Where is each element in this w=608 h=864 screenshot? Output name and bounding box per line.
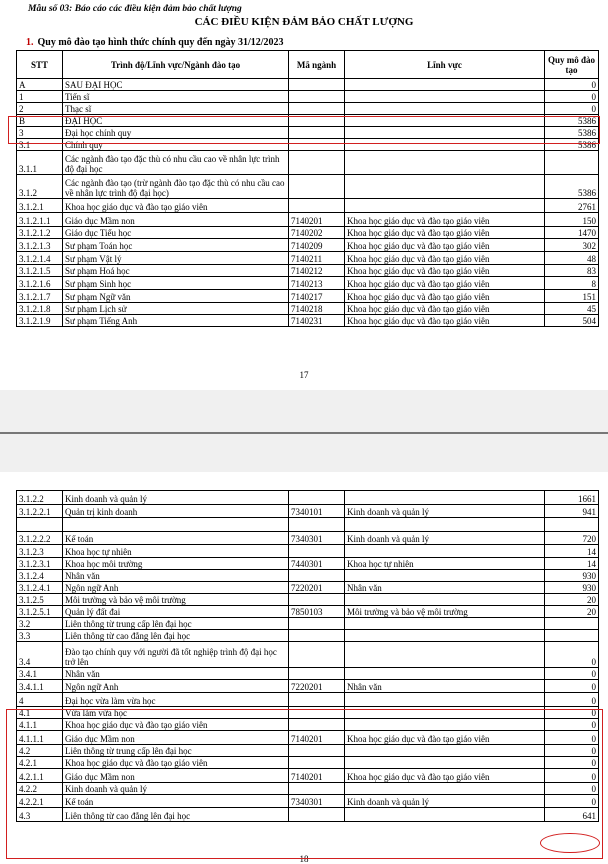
cell-field: Khoa học giáo dục và đào tạo giáo viên [345,213,545,227]
cell-value: 45 [545,303,599,315]
cell-field [345,668,545,680]
cell-value: 20 [545,594,599,606]
cell-program: Kinh doanh và quản lý [63,491,289,505]
section-heading [26,37,284,48]
cell-stt: 3.1.2.1.1 [17,213,63,227]
cell-field [345,693,545,707]
highlight-box-part-time [6,709,603,859]
cell-program: Nhân văn [63,570,289,582]
cell-field [345,103,545,115]
cell-program: Sư phạm Toán học [63,239,289,252]
cell-code [289,545,345,558]
cell-field [345,630,545,642]
section-title: Quy mô đào tạo hình thức chính quy đến ngày 31/12/2023 [37,37,284,48]
cell-value: 14 [545,545,599,558]
cell-stt: 3.1.1 [17,151,63,175]
header-program: Trình độ/Lĩnh vực/Ngành đào tạo [63,51,289,79]
cell-code: 7140209 [289,239,345,252]
cell-stt: 1 [17,91,63,103]
cell-stt: B [17,115,63,127]
table-row [17,265,599,277]
cell-stt: 4.2.2 [17,783,63,795]
cell-value: 0 [545,769,599,783]
table-row [17,594,599,606]
cell-program: Quản lý đất đai [63,606,289,618]
cell-program: Vừa làm vừa học [63,707,289,719]
cell-stt: 3.1.2.1.6 [17,277,63,290]
cell-field [345,199,545,213]
cell-stt: 4.3 [17,808,63,822]
table-row [17,227,599,239]
cell-code: 7140201 [289,769,345,783]
cell-program: Giáo dục Mầm non [63,769,289,783]
cell-program: Giáo dục Tiểu học [63,227,289,239]
cell-field [345,79,545,91]
cell-program: Thạc sĩ [63,103,289,115]
cell-code: 7340101 [289,505,345,518]
table-row [17,175,599,199]
cell-stt: 2 [17,103,63,115]
cell-field: Khoa học giáo dục và đào tạo giáo viên [345,252,545,265]
cell-program: Sư phạm Vật lý [63,252,289,265]
cell-field: Kinh doanh và quản lý [345,505,545,518]
cell-value: 0 [545,79,599,91]
table-row [17,303,599,315]
cell-field: Khoa học giáo dục và đào tạo giáo viên [345,731,545,745]
cell-program: Khoa học giáo dục và đào tạo giáo viên [63,719,289,731]
cell-stt: 3.3 [17,630,63,642]
table-row [17,491,599,505]
cell-field [345,175,545,199]
table-row [17,315,599,327]
table-row [17,518,599,532]
page-number: 17 [299,370,309,380]
cell-value: 150 [545,213,599,227]
cell-value: 8 [545,277,599,290]
table-row [17,213,599,227]
cell-field [345,491,545,505]
cell-value: 504 [545,315,599,327]
cell-program: Đại học chính quy [63,127,289,139]
table-row [17,103,599,115]
cell-program: Sư phạm Hoá học [63,265,289,277]
highlight-box-university [8,116,600,144]
cell-code: 7140211 [289,252,345,265]
cell-value: 0 [545,719,599,731]
table-row [17,558,599,570]
cell-value: 941 [545,505,599,518]
cell-value: 0 [545,745,599,757]
cell-code [289,91,345,103]
cell-program: Giáo dục Mầm non [63,213,289,227]
cell-value: 1470 [545,227,599,239]
cell-program: Sư phạm Tiếng Anh [63,315,289,327]
cell-value: 0 [545,680,599,693]
cell-program: Đại học vừa làm vừa học [63,693,289,707]
cell-field: Khoa học giáo dục và đào tạo giáo viên [345,290,545,303]
cell-value: 83 [545,265,599,277]
table-row [17,680,599,693]
cell-code [289,491,345,505]
cell-code: 7140218 [289,303,345,315]
cell-stt: 3.1.2.5.1 [17,606,63,618]
cell-code: 7340301 [289,532,345,545]
cell-program: Tiến sĩ [63,91,289,103]
cell-stt: 3 [17,127,63,139]
cell-value: 0 [545,693,599,707]
cell-value: 0 [545,731,599,745]
cell-code: 7140201 [289,731,345,745]
cell-value: 930 [545,582,599,594]
cell-code [289,103,345,115]
cell-code [289,630,345,642]
cell-value: 641 [545,808,599,822]
cell-stt: 4.2.2.1 [17,795,63,808]
cell-stt: 3.1.2.4.1 [17,582,63,594]
table-row [17,91,599,103]
cell-stt: 4.2 [17,745,63,757]
table-row [17,199,599,213]
cell-program: Các ngành đào tạo đặc thù có nhu cầu cao về nhân lực trình độ đại học [63,151,289,175]
cell-code [289,79,345,91]
cell-code: 7140231 [289,315,345,327]
cell-code: 7440301 [289,558,345,570]
cell-field: Kinh doanh và quản lý [345,795,545,808]
table-row [17,693,599,707]
cell-field [345,618,545,630]
cell-field: Khoa học giáo dục và đào tạo giáo viên [345,315,545,327]
cell-value: 0 [545,795,599,808]
table-row [17,151,599,175]
cell-stt: 3.4.1.1 [17,680,63,693]
table-row [17,668,599,680]
cell-program: Kế toán [63,795,289,808]
cell-value: 1661 [545,491,599,505]
enrollment-table-page1 [16,50,599,327]
cell-program: Liên thông từ cao đẳng lên đại học [63,808,289,822]
cell-program: Liên thông từ trung cấp lên đại học [63,745,289,757]
cell-code: 7850103 [289,606,345,618]
cell-field: Khoa học giáo dục và đào tạo giáo viên [345,227,545,239]
cell-value: 720 [545,532,599,545]
page-separator [0,432,608,434]
page-gap [0,390,608,472]
cell-stt: 3.1.2.1.5 [17,265,63,277]
cell-value: 151 [545,290,599,303]
cell-stt: 3.1.2 [17,175,63,199]
cell-field [345,151,545,175]
cell-code: 7340301 [289,795,345,808]
cell-program: Liên thông từ cao đẳng lên đại học [63,630,289,642]
cell-value [545,151,599,175]
cell-stt: 4.2.1 [17,757,63,769]
table-row [17,252,599,265]
cell-value: 0 [545,783,599,795]
page-number: 18 [299,854,309,864]
cell-field: Kinh doanh và quản lý [345,532,545,545]
cell-value: 5386 [545,127,599,139]
cell-program: Khoa học môi trường [63,558,289,570]
cell-code [289,151,345,175]
cell-value: 14 [545,558,599,570]
cell-value: 0 [545,668,599,680]
cell-field [345,570,545,582]
cell-field [345,91,545,103]
cell-stt: 3.1.2.3 [17,545,63,558]
cell-value [545,630,599,642]
cell-program: Đào tạo chính quy với người đã tốt nghiệp trình độ đại học trở lên [63,642,289,668]
header-field: Lĩnh vực [345,51,545,79]
cell-value: 5386 [545,175,599,199]
table-row [17,239,599,252]
cell-program: ĐẠI HỌC [63,115,289,127]
table-row [17,277,599,290]
cell-value: 0 [545,707,599,719]
cell-code [289,570,345,582]
cell-code: 7140202 [289,227,345,239]
cell-code [289,518,345,532]
cell-stt: 3.1.2.2 [17,491,63,505]
cell-stt: 3.1.2.1.4 [17,252,63,265]
cell-stt: A [17,79,63,91]
cell-code [289,594,345,606]
cell-program: Ngôn ngữ Anh [63,582,289,594]
table-row [17,532,599,545]
highlight-ellipse-total [540,833,600,853]
cell-program: Quản trị kinh doanh [63,505,289,518]
table-row [17,290,599,303]
cell-value: 2761 [545,199,599,213]
cell-field: Khoa học tự nhiên [345,558,545,570]
cell-value: 0 [545,757,599,769]
cell-stt: 3.1.2.1.3 [17,239,63,252]
cell-field [345,594,545,606]
table-row [17,570,599,582]
table-row [17,618,599,630]
cell-stt: 3.1.2.4 [17,570,63,582]
cell-field [345,545,545,558]
cell-code: 7140212 [289,265,345,277]
cell-program: Kế toán [63,532,289,545]
cell-code [289,175,345,199]
cell-program: Khoa học tự nhiên [63,545,289,558]
document-title: CÁC ĐIỀU KIỆN ĐẢM BẢO CHẤT LƯỢNG [194,16,414,28]
cell-stt: 3.1 [17,139,63,151]
cell-code [289,199,345,213]
cell-stt: 3.1.2.2.1 [17,505,63,518]
cell-code [289,693,345,707]
cell-code [289,668,345,680]
cell-program: Sư phạm Ngữ văn [63,290,289,303]
cell-value: 0 [545,91,599,103]
table-row [17,582,599,594]
cell-program: Liên thông từ trung cấp lên đại học [63,618,289,630]
cell-code: 7220201 [289,582,345,594]
cell-stt: 4.2.1.1 [17,769,63,783]
cell-value: 48 [545,252,599,265]
cell-stt: 3.4.1 [17,668,63,680]
cell-stt: 3.1.2.1.9 [17,315,63,327]
cell-stt: 3.1.2.3.1 [17,558,63,570]
cell-field: Khoa học giáo dục và đào tạo giáo viên [345,277,545,290]
cell-code: 7140213 [289,277,345,290]
cell-value [545,618,599,630]
cell-stt: 3.4 [17,642,63,668]
cell-field [345,518,545,532]
cell-stt: 3.1.2.1.2 [17,227,63,239]
cell-field: Nhân văn [345,582,545,594]
cell-program: Kinh doanh và quản lý [63,783,289,795]
cell-value: 5386 [545,139,599,151]
cell-stt: 3.1.2.1.7 [17,290,63,303]
cell-program: Khoa học giáo dục và đào tạo giáo viên [63,199,289,213]
cell-stt: 3.1.2.5 [17,594,63,606]
table-row [17,79,599,91]
cell-code [289,642,345,668]
cell-code: 7220201 [289,680,345,693]
cell-program: Sư phạm Lịch sử [63,303,289,315]
cell-stt: 4.1.1.1 [17,731,63,745]
cell-field: Khoa học giáo dục và đào tạo giáo viên [345,303,545,315]
cell-value: 302 [545,239,599,252]
cell-program: Giáo dục Mầm non [63,731,289,745]
header-stt: STT [17,51,63,79]
cell-program: Môi trường và bảo vệ môi trường [63,594,289,606]
cell-program [63,518,289,532]
cell-value: 20 [545,606,599,618]
cell-value: 0 [545,103,599,115]
table-header-row [17,51,599,79]
cell-stt: 3.1.2.1.8 [17,303,63,315]
header-scale: Quy mô đào tạo [545,51,599,79]
cell-field: Khoa học giáo dục và đào tạo giáo viên [345,769,545,783]
form-label: Mẫu số 03: Báo cáo các điều kiện đảm bảo chất lượng [28,4,242,14]
cell-code: 7140217 [289,290,345,303]
cell-program: Chính quy [63,139,289,151]
cell-field: Khoa học giáo dục và đào tạo giáo viên [345,239,545,252]
cell-program: Các ngành đào tạo (trừ ngành đào tạo đặc thù có nhu cầu cao về nhân lực trình độ đại học) [63,175,289,199]
cell-code: 7140201 [289,213,345,227]
cell-value: 930 [545,570,599,582]
cell-stt: 3.2 [17,618,63,630]
table-row [17,545,599,558]
cell-program: Khoa học giáo dục và đào tạo giáo viên [63,757,289,769]
header-code: Mã ngành [289,51,345,79]
cell-program: Nhân văn [63,668,289,680]
cell-field: Nhân văn [345,680,545,693]
cell-program: Ngôn ngữ Anh [63,680,289,693]
cell-program: SAU ĐẠI HỌC [63,79,289,91]
cell-stt: 3.1.2.1 [17,199,63,213]
cell-code [289,618,345,630]
cell-value: 0 [545,642,599,668]
table-row [17,606,599,618]
cell-stt: 4.1.1 [17,719,63,731]
cell-stt [17,518,63,532]
cell-program: Sư phạm Sinh học [63,277,289,290]
cell-value: 5386 [545,115,599,127]
table-row [17,630,599,642]
cell-value [545,518,599,532]
table-row [17,505,599,518]
table-row [17,642,599,668]
cell-stt: 3.1.2.2.2 [17,532,63,545]
section-number: 1. [26,37,34,48]
cell-stt: 4.1 [17,707,63,719]
cell-field: Môi trường và bảo vệ môi trường [345,606,545,618]
cell-field: Khoa học giáo dục và đào tạo giáo viên [345,265,545,277]
cell-stt: 4 [17,693,63,707]
cell-field [345,642,545,668]
